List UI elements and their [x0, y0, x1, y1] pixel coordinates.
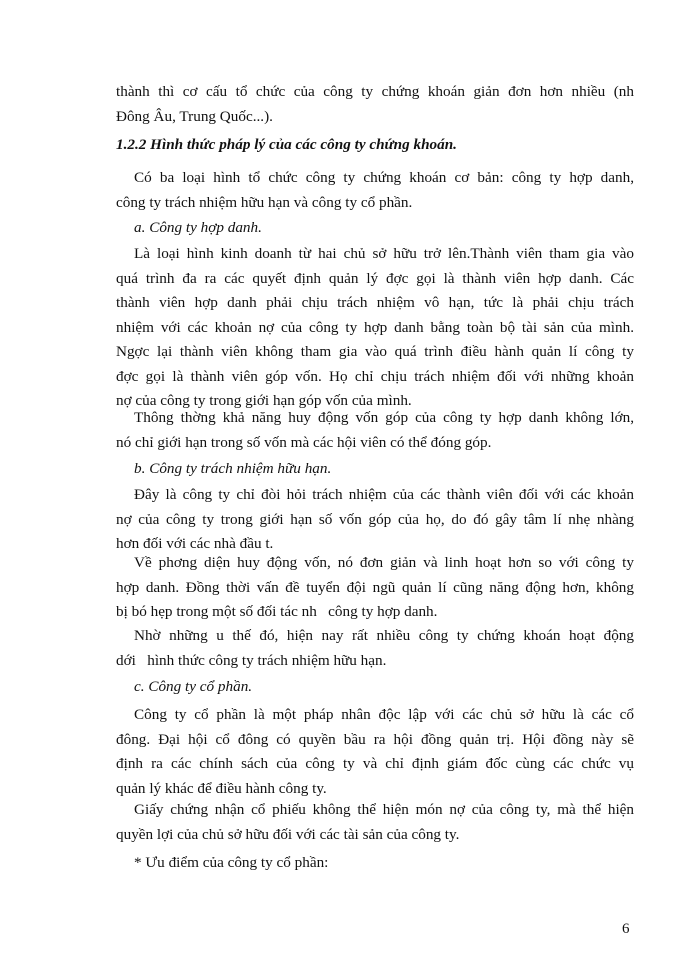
text-line: hợp danh. Đồng thời vấn đề tuyển đội ngũ quản lí cũng năng động hơn, không: [116, 578, 634, 596]
paragraph-a1: [116, 242, 634, 414]
text-line: đợc gọi là thành viên góp vốn. Họ chỉ chịu trách nhiệm đối với những khoản: [116, 367, 634, 385]
text-line: nhiệm với các khoản nợ của công ty hợp danh bằng toàn bộ tài sản của mình.: [116, 318, 634, 336]
paragraph-b2: [116, 551, 634, 625]
page-number: 6: [622, 921, 630, 937]
section-heading: 1.2.2 Hình thức pháp lý của các công ty chứng khoán.: [116, 136, 457, 153]
text-line: thành viên hợp danh phải chịu trách nhiệm vô hạn, tức là phải chịu trách: [116, 294, 634, 311]
bullet-advantages: * Ưu điểm của công ty cổ phần:: [134, 854, 329, 871]
intro-paragraph: [116, 80, 634, 129]
text-line: Là loại hình kinh doanh từ hai chủ sở hữu trở lên.Thành viên tham gia vào: [134, 245, 634, 262]
text-line: nó chỉ giới hạn trong số vốn mà các hội viên có thể đóng góp.: [116, 433, 492, 451]
text-line: quá trình đa ra các quyết định quản lý đợc gọi là thành viên hợp danh. Các: [116, 269, 634, 287]
text-line: Giấy chứng nhận cổ phiếu không thể hiện món nợ của công ty, mà thể hiện: [134, 801, 634, 818]
paragraph-b3: [116, 624, 634, 673]
text-line: bị bó hẹp trong một số đối tác nh công ty hợp danh.: [116, 603, 438, 620]
paragraph-b1: [116, 483, 634, 557]
text-line: công ty trách nhiệm hữu hạn và công ty cổ phần.: [116, 193, 413, 211]
text-line: Nhờ những u thế đó, hiện nay rất nhiều công ty chứng khoán hoạt động: [134, 627, 634, 644]
text-line: Thông thờng khả năng huy động vốn góp của công ty hợp danh không lớn,: [134, 409, 634, 426]
paragraph-types: [116, 166, 634, 215]
text-line: dới hình thức công ty trách nhiệm hữu hạn.: [116, 651, 387, 669]
text-line: Về phơng diện huy động vốn, nó đơn giản và linh hoạt hơn so với công ty: [134, 554, 634, 571]
text-line: Đông Âu, Trung Quốc...).: [116, 107, 273, 125]
text-line: hơn đối với các nhà đầu t.: [116, 535, 274, 552]
text-line: quyền lợi của chủ sở hữu đối với các tài sản của công ty.: [116, 825, 460, 843]
text-line: Công ty cổ phần là một pháp nhân độc lập với các chủ sở hữu là các cổ: [134, 706, 634, 723]
text-line: quản lý khác để điều hành công ty.: [116, 779, 327, 797]
subheading-b: b. Công ty trách nhiệm hữu hạn.: [134, 460, 332, 477]
text-line: định ra các chính sách của công ty và chỉ định giám đốc cùng các chức vụ: [116, 755, 634, 772]
subheading-c: c. Công ty cổ phần.: [134, 678, 253, 695]
subheading-a: a. Công ty hợp danh.: [134, 219, 262, 236]
paragraph-c1: [116, 703, 634, 801]
text-line: nợ của công ty trong giới hạn số vốn góp của họ, do đó gây tâm lí nhẹ nhàng: [116, 510, 634, 528]
paragraph-c2: [116, 798, 634, 847]
text-line: thành thì cơ cấu tổ chức của công ty chứng khoán giản đơn hơn nhiều (nh: [116, 83, 634, 100]
text-line: Đây là công ty chỉ đòi hỏi trách nhiệm của các thành viên đối với các khoản: [134, 486, 634, 503]
text-line: Có ba loại hình tổ chức công ty chứng khoán cơ bản: công ty hợp danh,: [134, 169, 634, 186]
paragraph-a2: [116, 406, 634, 455]
text-line: nợ của công ty trong giới hạn góp vốn của mình.: [116, 392, 412, 409]
text-line: đông. Đại hội cổ đông có quyền bầu ra hội đồng quản trị. Hội đồng này sẽ: [116, 730, 634, 748]
text-line: Ngợc lại thành viên không tham gia vào quá trình điều hành quản lí công ty: [116, 343, 634, 360]
